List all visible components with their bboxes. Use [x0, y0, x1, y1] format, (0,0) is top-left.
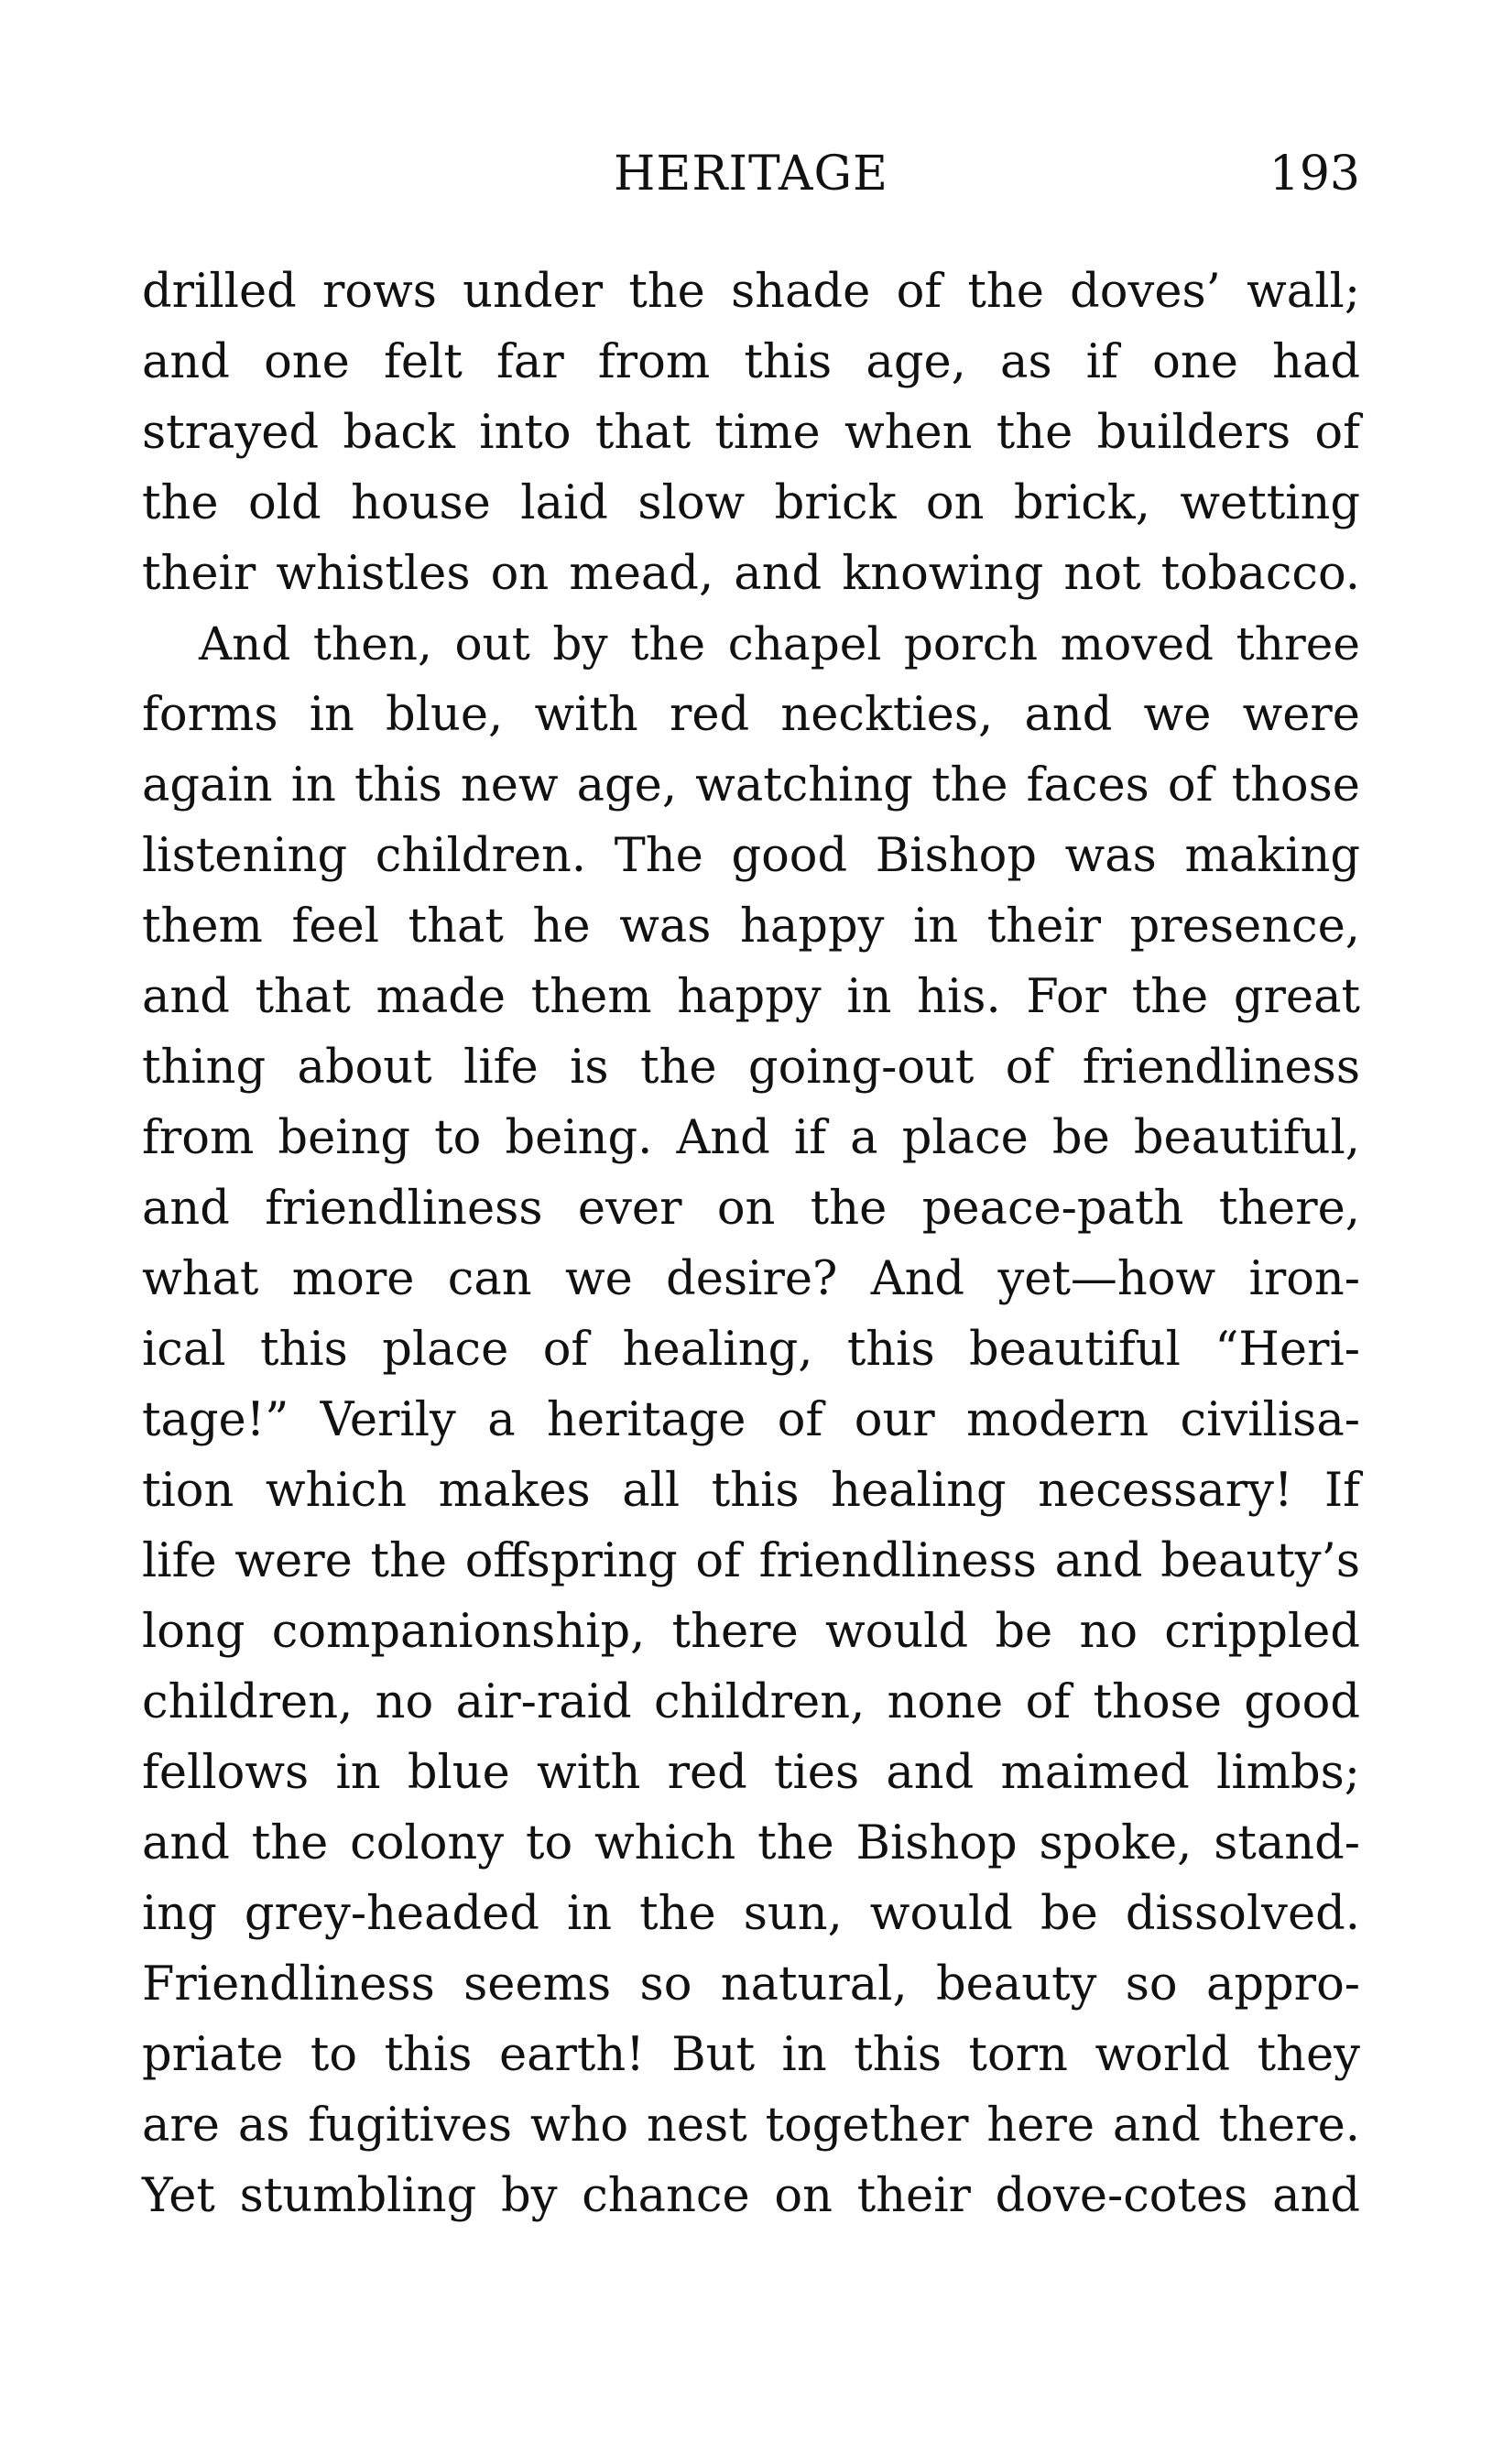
text-line: thing about life is the going-out of friendliness — [142, 1041, 1360, 1095]
text-line: from being to being. And if a place be beautiful, — [142, 1111, 1360, 1165]
text-line: and friendliness ever on the peace-path there, — [142, 1182, 1360, 1236]
text-line: tage!” Verily a heritage of our modern civilisa- — [142, 1393, 1360, 1447]
text-line: again in this new age, watching the faces of those — [142, 758, 1360, 812]
text-line: the old house laid slow brick on brick, wetting — [142, 476, 1360, 530]
text-line: And then, out by the chapel porch moved three — [199, 617, 1360, 671]
text-line: their whistles on mead, and knowing not tobacco. — [142, 547, 1360, 601]
text-line: and the colony to which the Bishop spoke, stand- — [142, 1816, 1360, 1870]
text-line: priate to this earth! But in this torn world they — [142, 2028, 1360, 2082]
text-line: listening children. The good Bishop was making — [142, 829, 1360, 883]
text-line: and that made them happy in his. For the great — [142, 970, 1360, 1024]
text-line: and one felt far from this age, as if one had — [142, 335, 1360, 389]
running-head — [142, 142, 1360, 206]
page-number: 193 — [1269, 147, 1360, 202]
text-line: what more can we desire? And yet—how iron- — [142, 1252, 1360, 1306]
text-line: children, no air-raid children, none of those good — [142, 1675, 1360, 1729]
body-text — [142, 256, 1360, 2231]
text-line: Yet stumbling by chance on their dove-cotes and — [142, 2169, 1360, 2223]
text-line: life were the offspring of friendliness and beauty’s — [142, 1534, 1360, 1588]
running-title: HERITAGE — [614, 147, 888, 202]
text-line: ing grey-headed in the sun, would be dissolved. — [142, 1887, 1360, 1941]
text-line: strayed back into that time when the builders of — [142, 406, 1360, 460]
text-line: long companionship, there would be no crippled — [142, 1605, 1360, 1659]
text-line: Friendliness seems so natural, beauty so appro- — [142, 1957, 1360, 2012]
text-line: drilled rows under the shade of the doves’ wall; — [142, 265, 1360, 319]
text-line: are as fugitives who nest together here and there. — [142, 2099, 1360, 2153]
text-line: ical this place of healing, this beautiful “Heri- — [142, 1323, 1360, 1377]
text-line: tion which makes all this healing necessary! If — [142, 1464, 1360, 1518]
text-line: forms in blue, with red neckties, and we were — [142, 688, 1360, 742]
text-line: them feel that he was happy in their presence, — [142, 899, 1360, 954]
text-line: fellows in blue with red ties and maimed limbs; — [142, 1746, 1360, 1800]
